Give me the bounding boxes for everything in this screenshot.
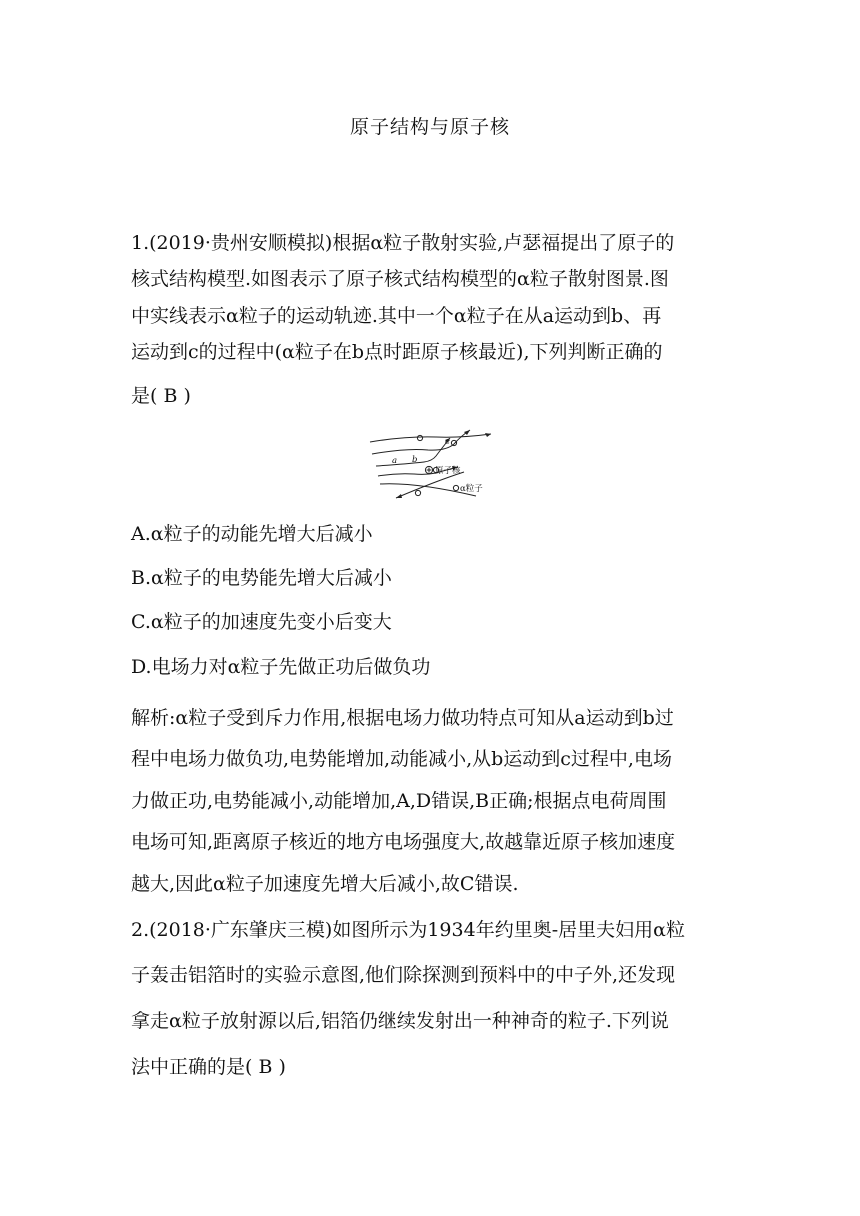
q1-option-a: A.α粒子的动能先增大后减小 — [131, 523, 373, 545]
label-b: b — [412, 455, 418, 465]
q1-analysis-line-1: 解析:α粒子受到斥力作用,根据电场力做功特点可知从a运动到b过 — [131, 707, 674, 729]
q2-stem-line-3: 拿走α粒子放射源以后,铝箔仍继续发射出一种神奇的粒子.下列说 — [131, 1010, 669, 1032]
q2-stem-line-4: 法中正确的是( B ) — [131, 1056, 286, 1078]
q2-stem-line-2: 子轰击铝箔时的实验示意图,他们除探测到预料中的中子外,还发现 — [131, 964, 676, 986]
q1-option-c: C.α粒子的加速度先变小后变大 — [131, 611, 392, 633]
q1-option-d: D.电场力对α粒子先做正功后做负功 — [131, 656, 431, 678]
trajectory-deflected-up — [372, 430, 470, 454]
q1-stem-line-5: 是( B ) — [131, 385, 191, 407]
q1-stem-line-1: 1.(2019·贵州安顺模拟)根据α粒子散射实验,卢瑟福提出了原子的 — [131, 232, 675, 254]
arrow-head-5 — [396, 494, 402, 498]
trajectory-top — [370, 434, 491, 442]
page-title: 原子结构与原子核 — [349, 116, 510, 138]
q1-analysis-line-4: 电场可知,距离原子核近的地方电场强度大,故越靠近原子核加速度 — [131, 831, 676, 853]
q2-stem-line-1: 2.(2018·广东肇庆三模)如图所示为1934年约里奥-居里夫妇用α粒 — [131, 919, 685, 941]
label-alpha-particle: α粒子 — [460, 484, 483, 494]
label-a: a — [392, 456, 398, 466]
label-nucleus: 原子核 — [435, 466, 461, 476]
q1-stem-line-4: 运动到c的过程中(α粒子在b点时距原子核最近),下列判断正确的 — [131, 341, 663, 363]
q1-analysis-line-5: 越大,因此α粒子加速度先增大后减小,故C错误. — [131, 873, 519, 895]
alpha-particle-5 — [453, 485, 458, 490]
alpha-scattering-figure — [366, 426, 496, 504]
alpha-particle-1 — [417, 435, 422, 440]
label-c: c — [445, 437, 450, 447]
q1-analysis-line-3: 力做正功,电势能减小,动能增加,A,D错误,B正确;根据点电荷周围 — [131, 790, 667, 812]
alpha-particle-2 — [451, 440, 456, 445]
q1-option-b: B.α粒子的电势能先增大后减小 — [131, 567, 392, 589]
q1-stem-line-3: 中实线表示α粒子的运动轨迹.其中一个α粒子在从a运动到b、再 — [131, 305, 662, 327]
alpha-particle-4 — [415, 490, 420, 495]
q1-analysis-line-2: 程中电场力做负功,电势能增加,动能减小,从b运动到c过程中,电场 — [131, 748, 672, 770]
q1-stem-line-2: 核式结构模型.如图表示了原子核式结构模型的α粒子散射图景.图 — [131, 268, 669, 290]
